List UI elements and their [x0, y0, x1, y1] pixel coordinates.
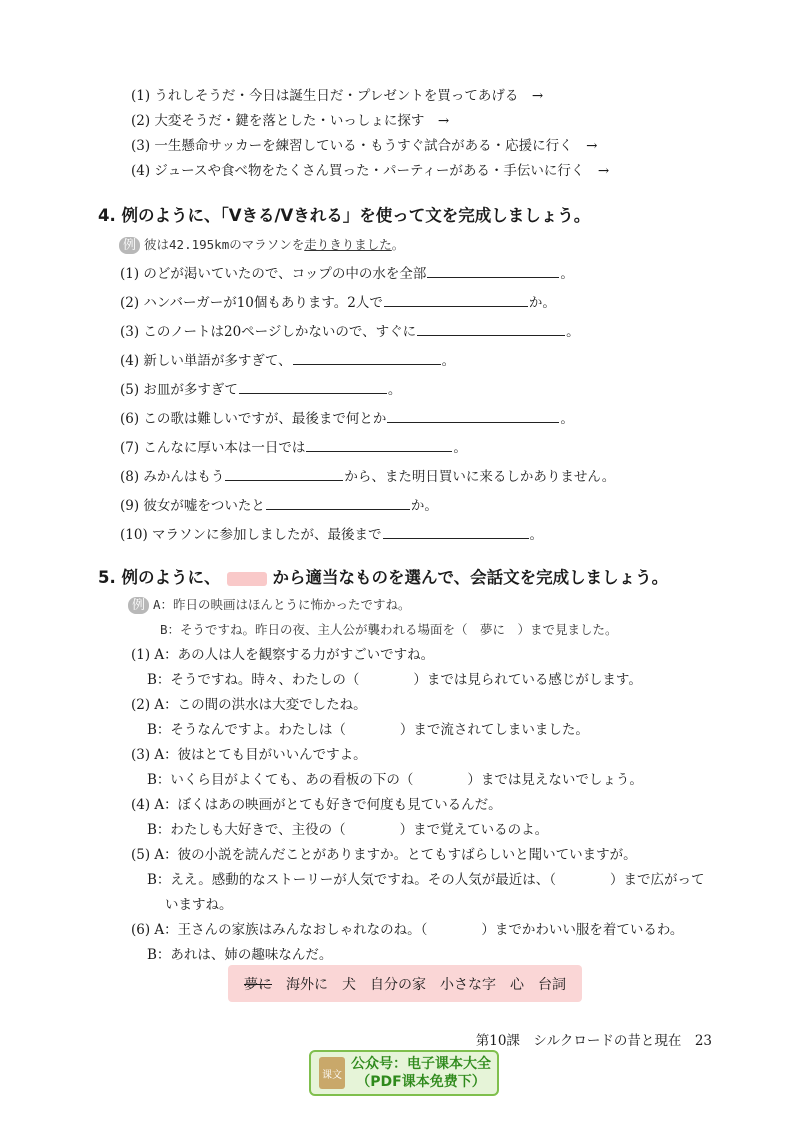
- section4-item-10: [120, 524, 543, 544]
- example-text: 彼は42.195kmのマラソンを: [144, 237, 305, 252]
- section5-heading-end: から適当なものを選んで、会話文を完成しましょう。: [272, 568, 669, 587]
- top-item-4: (4) ジュースや食べ物をたくさん買った・パーティーがある・手伝いに行く →: [131, 163, 610, 179]
- dialogue-1a: (1) A：あの人は人を観察する力がすごいですね。: [131, 647, 435, 663]
- item-text: (10) マラソンに参加しましたが、最後まで: [120, 527, 382, 543]
- word-bank-item: 夢に: [244, 976, 272, 993]
- answer-blank[interactable]: [383, 524, 529, 539]
- dialogue-6a: (6) A：王さんの家族はみんなおしゃれなのね。（ ）までかわいい服を着ているわ。: [131, 922, 684, 938]
- dialogue-1b: B：そうですね。時々、わたしの（ ）までは見られている感じがします。: [147, 672, 642, 688]
- item-end: か。: [528, 295, 556, 311]
- section4-item-4: [120, 350, 455, 370]
- item-end: 。: [560, 411, 574, 427]
- section4-heading: 4. 例のように、「Vきる/Vきれる」を使って文を完成しましょう。: [98, 206, 591, 225]
- dialogue-5a: (5) A：彼の小説を読んだことがありますか。とてもすばらしいと聞いていますが。: [131, 847, 637, 863]
- item-end: 。: [387, 382, 402, 398]
- word-bank-item: 心: [510, 976, 524, 993]
- item-end: 。: [560, 266, 574, 282]
- item-text: (5) お皿が多すぎて: [120, 382, 238, 398]
- section4-item-8: [120, 466, 615, 486]
- item-end: 。: [529, 527, 544, 543]
- watermark: [309, 1050, 499, 1096]
- section4-item-6: [120, 408, 574, 428]
- answer-blank[interactable]: [293, 350, 441, 365]
- watermark-line1: 公众号：电子课本大全: [351, 1056, 491, 1072]
- watermark-line2: （PDF课本免费下）: [356, 1074, 486, 1090]
- section5-heading-start: 5. 例のように、: [98, 568, 221, 587]
- dialogue-4b: B：わたしも大好きで、主役の（ ）まで覚えているのよ。: [147, 822, 549, 838]
- dialogue-6b: B：あれは、姉の趣味なんだ。: [147, 947, 333, 963]
- item-text: (3) このノートは20ページしかないので、すぐに: [120, 324, 417, 340]
- word-bank: [228, 965, 582, 1002]
- item-text: (7) こんなに厚い本は一日では: [120, 440, 306, 456]
- item-end: から、また明日買いに来るしかありません。: [344, 469, 616, 485]
- item-end: 。: [566, 324, 580, 340]
- section4-example: [119, 236, 404, 254]
- section4-item-5: [120, 379, 401, 399]
- section5-heading: [98, 567, 668, 589]
- book-icon: 课文: [319, 1057, 345, 1089]
- item-end: 。: [453, 440, 467, 456]
- item-text: (4) 新しい単語が多すぎて、: [120, 353, 292, 369]
- item-end: 。: [441, 353, 456, 369]
- answer-blank[interactable]: [266, 495, 410, 510]
- item-text: (1) のどが渇いていたので、コップの中の水を全部: [120, 266, 427, 282]
- watermark-text: [345, 1055, 497, 1091]
- word-bank-item: 犬: [342, 976, 356, 993]
- top-item-1: (1) うれしそうだ・今日は誕生日だ・プレゼントを買ってあげる →: [131, 88, 544, 104]
- answer-blank[interactable]: [306, 437, 452, 452]
- section5-example-a: [128, 596, 411, 614]
- answer-blank[interactable]: [225, 466, 343, 481]
- word-bank-item: 海外に: [286, 976, 328, 993]
- top-item-3: (3) 一生懸命サッカーを練習している・もうすぐ試合がある・応援に行く →: [131, 138, 598, 154]
- answer-blank[interactable]: [384, 292, 528, 307]
- section4-item-3: [120, 321, 580, 341]
- answer-blank[interactable]: [427, 263, 559, 278]
- top-item-2: (2) 大変そうだ・鍵を落とした・いっしょに探す →: [131, 113, 450, 129]
- answer-blank[interactable]: [417, 321, 565, 336]
- section5-example-b: B：そうですね。昨日の夜、主人公が襲われる場面を（ 夢に ）まで見ました。: [160, 622, 618, 637]
- dialogue-4a: (4) A：ぼくはあの映画がとても好きで何度も見ているんだ。: [131, 797, 502, 813]
- item-end: か。: [410, 498, 438, 514]
- section4-item-9: [120, 495, 438, 515]
- example-answer: 走りきりました: [304, 237, 392, 252]
- item-text: (9) 彼女が嘘をついたと: [120, 498, 265, 514]
- answer-blank[interactable]: [239, 379, 387, 394]
- word-bank-item: 自分の家: [370, 976, 426, 993]
- word-bank-item: 小さな字: [440, 976, 496, 993]
- item-text: (6) この歌は難しいですが、最後まで何とか: [120, 411, 387, 427]
- item-text: (8) みかんはもう: [120, 469, 225, 485]
- dialogue-3a: (3) A：彼はとても目がいいんですよ。: [131, 747, 367, 763]
- section4-item-2: [120, 292, 556, 312]
- page-footer: 第10課 シルクロードの昔と現在 23: [475, 1033, 712, 1049]
- word-bank-marker: [227, 572, 267, 586]
- dialogue-3b: B：いくら目がよくても、あの看板の下の（ ）までは見えないでしょう。: [147, 772, 643, 788]
- section4-item-7: [120, 437, 467, 457]
- word-bank-item: 台詞: [538, 976, 566, 993]
- example-badge: 例: [119, 237, 140, 254]
- dialogue-2a: (2) A：この間の洪水は大変でしたね。: [131, 697, 367, 713]
- dialogue-2b: B：そうなんですよ。わたしは（ ）まで流されてしまいました。: [147, 722, 589, 738]
- section4-item-1: [120, 263, 574, 283]
- dialogue-5b: B：ええ。感動的なストーリーが人気ですね。その人気が最近は、（ ）まで広がって: [147, 872, 705, 888]
- example-badge: 例: [128, 597, 149, 614]
- item-text: (2) ハンバーガーが10個もあります。2人で: [120, 295, 383, 311]
- dialogue-5b-cont: いますね。: [165, 897, 233, 913]
- answer-blank[interactable]: [387, 408, 559, 423]
- example-a-text: A：昨日の映画はほんとうに怖かったですね。: [153, 597, 411, 612]
- example-end: 。: [391, 237, 405, 252]
